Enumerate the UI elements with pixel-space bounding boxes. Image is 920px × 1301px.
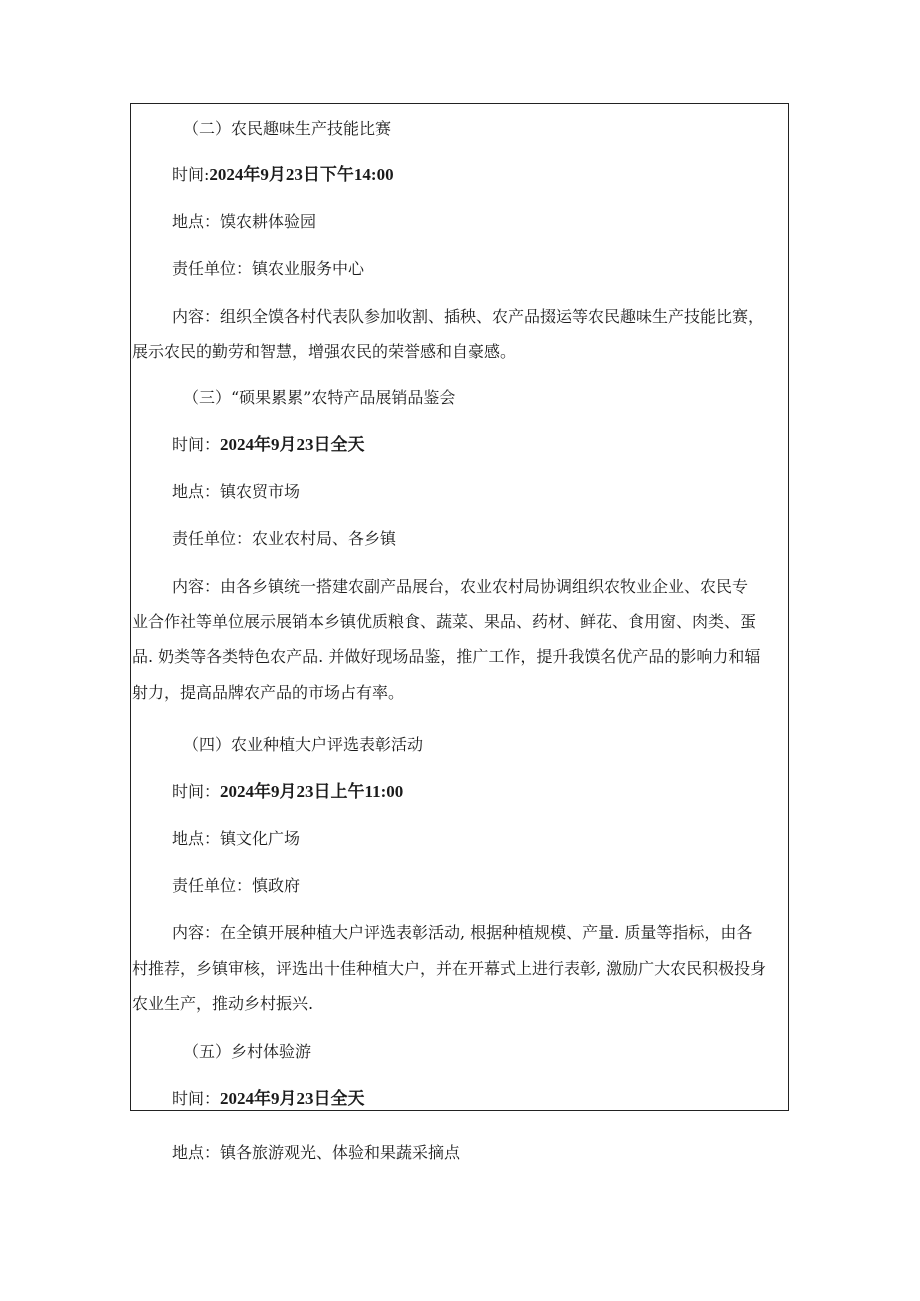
content-line: 业合作社等单位展示展销本乡镇优质粮食、蔬菜、果品、药材、鲜花、食用窗、肉类、蛋 xyxy=(132,612,757,631)
content-line: 内容：由各乡镇统一搭建农副产品展台，农业农村局协调组织农牧业企业、农民专 xyxy=(172,577,749,596)
time-line xyxy=(172,163,394,187)
content-line: 射力，提高品牌农产品的市场占有率。 xyxy=(132,683,405,702)
place-line: 地点：镇各旅游观光、体验和果蔬采摘点 xyxy=(172,1143,461,1162)
section-heading: （三）“硕果累累”农特产品展销品鉴会 xyxy=(183,388,456,407)
time-label: 时间： xyxy=(172,435,221,454)
place-line: 地点：镇文化广场 xyxy=(172,829,301,848)
section-heading: （二）农民趣味生产技能比赛 xyxy=(183,119,392,138)
content-line: 品. 奶类等各类特色农产品. 并做好现场品鉴，推广工作，提升我馍名优产品的影响力和辐 xyxy=(132,647,761,666)
time-label: 时间： xyxy=(172,782,221,801)
unit-line: 责任单位：农业农村局、各乡镇 xyxy=(172,529,397,548)
time-value: 2024年9月23日下午14:00 xyxy=(209,165,394,184)
time-value: 2024年9月23日上午11:00 xyxy=(220,782,404,801)
unit-line: 责任单位：慎政府 xyxy=(172,876,301,895)
time-label: 时间: xyxy=(172,165,210,184)
section-heading: （四）农业种植大户评选表彰活动 xyxy=(183,735,424,754)
time-label: 时间： xyxy=(172,1089,221,1108)
content-line: 内容：组织全馍各村代表队参加收割、插秧、农产品掇运等农民趣味生产技能比赛， xyxy=(172,307,765,326)
content-line: 展示农民的勤劳和智慧，增强农民的荣誉感和自豪感。 xyxy=(132,342,517,361)
content-line: 农业生产，推动乡村振兴. xyxy=(132,994,314,1013)
time-value: 2024年9月23日全天 xyxy=(220,435,365,454)
content-line: 村推荐，乡镇审核，评选出十佳种植大户，并在开幕式上进行表彰, 激励广大农民积极投身 xyxy=(132,959,767,978)
place-line: 地点：镇农贸市场 xyxy=(172,482,301,501)
unit-line: 责任单位：镇农业服务中心 xyxy=(172,259,365,278)
time-line xyxy=(172,780,403,804)
time-value: 2024年9月23日全天 xyxy=(220,1089,365,1108)
time-line xyxy=(172,1087,365,1111)
time-line xyxy=(172,433,365,457)
section-heading: （五）乡村体验游 xyxy=(183,1042,312,1061)
place-line: 地点：馍农耕体验园 xyxy=(172,212,317,231)
content-line: 内容：在全镇开展种植大户评选表彰活动, 根据种植规模、产量. 质量等指标，由各 xyxy=(172,923,753,942)
